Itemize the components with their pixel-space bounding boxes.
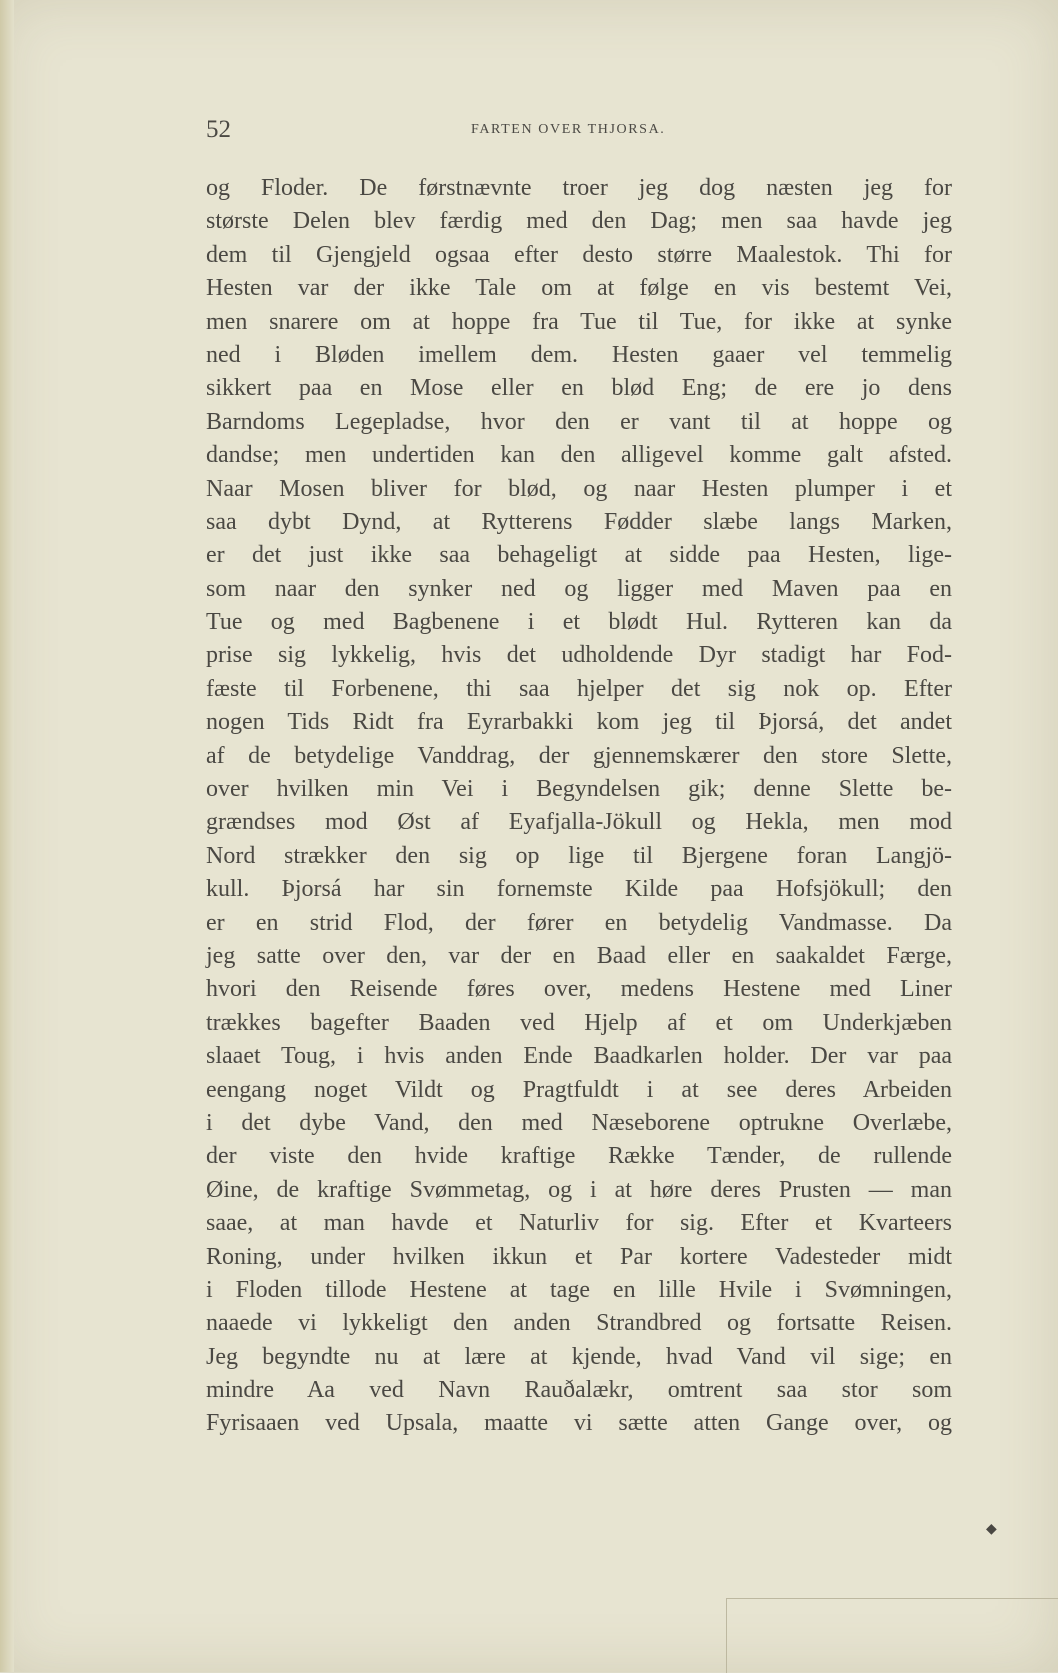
text-line: mindre Aa ved Navn Rauðalækr, omtrent saa stor som xyxy=(206,1377,952,1404)
text-line: saae, at man havde et Naturliv for sig. Efter et Kvarteers xyxy=(206,1210,952,1237)
text-line: Øine, de kraftige Svømmetag, og i at høre deres Prusten — man xyxy=(206,1176,952,1203)
text-line: af de betydelige Vanddrag, der gjennemskærer den store Slette, xyxy=(206,742,952,769)
text-line: prise sig lykkelig, hvis det udholdende Dyr stadigt har Fod- xyxy=(206,642,952,669)
text-line: Hesten var der ikke Tale om at følge en vis bestemt Vei, xyxy=(206,275,952,302)
text-line: ned i Bløden imellem dem. Hesten gaaer vel temmelig xyxy=(206,341,952,368)
text-line: kull. Þjorsá har sin fornemste Kilde paa Hofsjökull; den xyxy=(206,876,952,903)
page-header xyxy=(206,113,952,147)
text-line: i det dybe Vand, den med Næseborene optrukne Overlæbe, xyxy=(206,1109,952,1136)
page-edge xyxy=(0,0,14,1672)
text-line: dem til Gjengjeld ogsaa efter desto større Maalestok. Thi for xyxy=(206,241,952,268)
page-number: 52 xyxy=(206,116,231,143)
text-line: Naar Mosen bliver for blød, og naar Hesten plumper i et xyxy=(206,475,952,502)
text-line: Fyrisaaen ved Upsala, maatte vi sætte atten Gange over, og xyxy=(206,1410,952,1437)
body-text xyxy=(206,172,952,1441)
text-line: der viste den hvide kraftige Række Tænder, de rullende xyxy=(206,1143,952,1170)
text-line: Roning, under hvilken ikkun et Par kortere Vadesteder midt xyxy=(206,1243,952,1270)
text-line: i Floden tillode Hestene at tage en lille Hvile i Svømningen, xyxy=(206,1276,952,1303)
text-line: dandse; men undertiden kan den alligevel komme galt afsted. xyxy=(206,442,952,469)
text-line: grændses mod Øst af Eyafjalla-Jökull og Hekla, men mod xyxy=(206,809,952,836)
text-line: Nord strækker den sig op lige til Bjergene foran Langjö- xyxy=(206,842,952,869)
text-line: største Delen blev færdig med den Dag; men saa havde jeg xyxy=(206,208,952,235)
text-line: Jeg begyndte nu at lære at kjende, hvad Vand vil sige; en xyxy=(206,1343,952,1370)
text-line: Barndoms Legepladse, hvor den er vant til at hoppe og xyxy=(206,408,952,435)
text-line: som naar den synker ned og ligger med Maven paa en xyxy=(206,575,952,602)
text-line: saa dybt Dynd, at Rytterens Fødder slæbe langs Marken, xyxy=(206,508,952,535)
text-line: over hvilken min Vei i Begyndelsen gik; denne Slette be- xyxy=(206,776,952,803)
text-line: sikkert paa en Mose eller en blød Eng; de ere jo dens xyxy=(206,375,952,402)
text-line: hvori den Reisende føres over, medens Hestene med Liner xyxy=(206,976,952,1003)
text-line: fæste til Forbenene, thi saa hjelper det sig nok op. Efter xyxy=(206,675,952,702)
stray-mark-icon: ◆ xyxy=(986,1521,997,1537)
text-line: er det just ikke saa behageligt at sidde paa Hesten, lige- xyxy=(206,542,952,569)
text-line: Tue og med Bagbenene i et blødt Hul. Rytteren kan da xyxy=(206,609,952,636)
text-line: nogen Tids Ridt fra Eyrarbakki kom jeg til Þjorsá, det andet xyxy=(206,709,952,736)
text-line: slaaet Toug, i hvis anden Ende Baadkarlen holder. Der var paa xyxy=(206,1043,952,1070)
text-line: jeg satte over den, var der en Baad eller en saakaldet Færge, xyxy=(206,942,952,969)
text-line: men snarere om at hoppe fra Tue til Tue, for ikke at synke xyxy=(206,308,952,335)
corner-rule xyxy=(726,1598,1058,1673)
text-line: og Floder. De førstnævnte troer jeg dog næsten jeg for xyxy=(206,175,952,201)
text-line: er en strid Flod, der fører en betydelig Vandmasse. Da xyxy=(206,909,952,936)
running-title: FARTEN OVER THJORSA. xyxy=(471,122,666,137)
text-line: eengang noget Vildt og Pragtfuldt i at see deres Arbeiden xyxy=(206,1076,952,1103)
text-line: trækkes bagefter Baaden ved Hjelp af et om Underkjæben xyxy=(206,1009,952,1036)
text-line: naaede vi lykkeligt den anden Strandbred og fortsatte Reisen. xyxy=(206,1310,952,1337)
